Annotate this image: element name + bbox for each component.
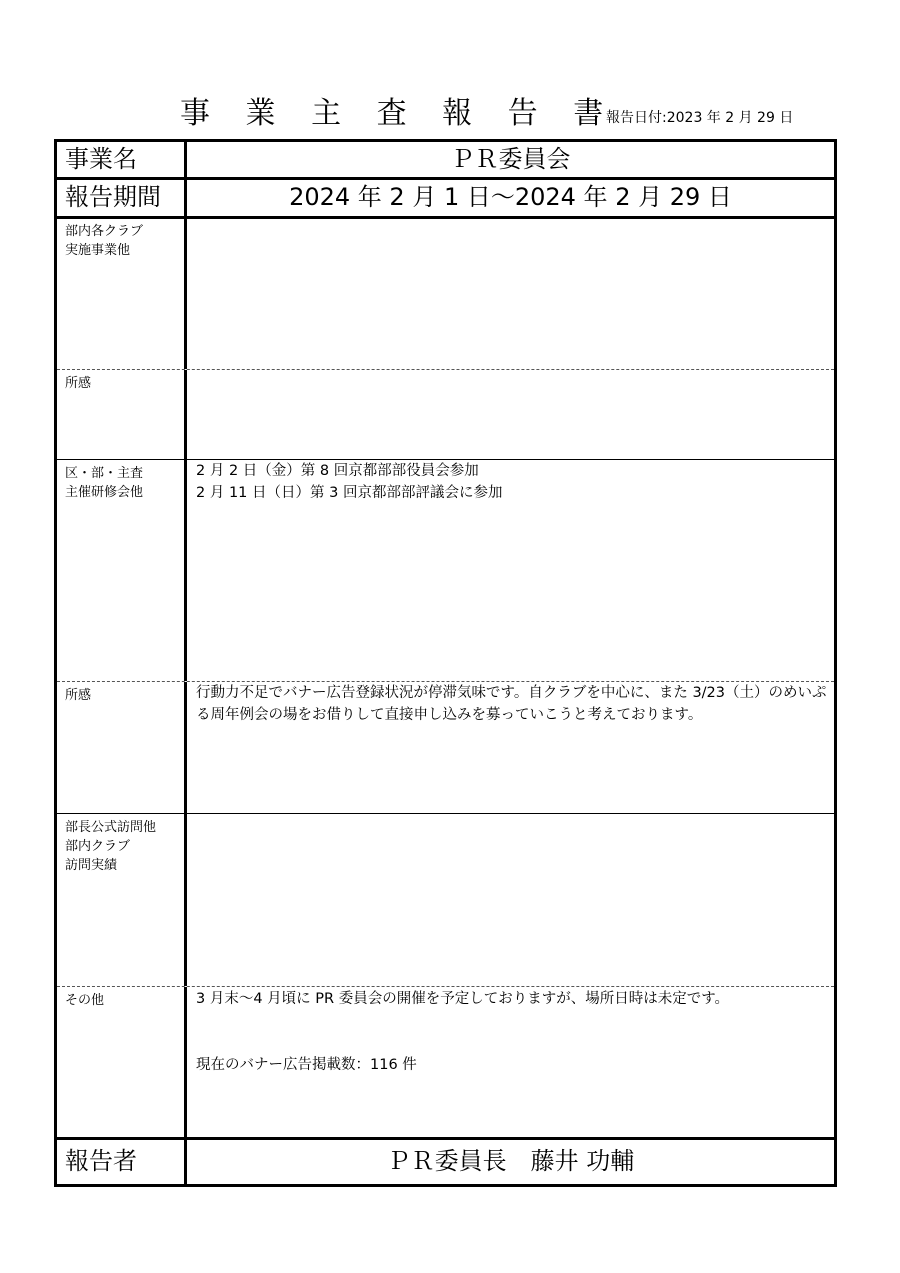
- reporter-row: [57, 1140, 834, 1184]
- other-content-cell: [187, 987, 834, 1137]
- other-row: [57, 987, 834, 1140]
- report-period-label-cell: [57, 180, 187, 216]
- district-impressions-label-cell: [57, 682, 187, 813]
- official-visits-label: 部長公式訪問他 部内クラブ 訪問実績: [65, 820, 157, 873]
- reporter-label-cell: [57, 1140, 187, 1184]
- club-impressions-content-cell: [187, 370, 834, 459]
- district-impressions-content-cell: [187, 682, 834, 813]
- club-activities-label: 部内各クラブ 実施事業他: [65, 224, 144, 258]
- district-impressions-content: 行動力不足でバナー広告登録状況が停滞気味です。自クラブを中心に、また 3/23（土）のめいぷる周年例会の場をお借りして直接申し込みを募っていこうと考えております。: [196, 685, 827, 723]
- official-visits-row: [57, 814, 834, 987]
- reporter-value-cell: [187, 1140, 834, 1184]
- club-impressions-row: [57, 370, 834, 460]
- club-impressions-label: 所感: [65, 376, 92, 391]
- club-activities-content-cell: [187, 219, 834, 369]
- project-name-value-cell: [187, 142, 834, 177]
- project-name-value: ＰＲ委員会: [450, 145, 571, 173]
- project-name-label: 事業名: [65, 145, 137, 173]
- project-name-row: [57, 142, 834, 180]
- district-impressions-label: 所感: [65, 688, 92, 703]
- report-date: 報告日付:2023 年 2 月 29 日: [606, 110, 794, 126]
- other-label: その他: [65, 993, 105, 1008]
- report-period-row: [57, 180, 834, 219]
- official-visits-content-cell: [187, 814, 834, 986]
- report-table: [54, 139, 837, 1187]
- district-impressions-row: [57, 682, 834, 814]
- district-events-label: 区・部・主査 主催研修会他: [65, 466, 144, 500]
- report-period-value-cell: [187, 180, 834, 216]
- district-events-row: [57, 460, 834, 682]
- district-events-content-cell: [187, 460, 834, 681]
- district-events-label-cell: [57, 460, 187, 681]
- district-events-content: 2 月 2 日（金）第 8 回京都部部役員会参加 2 月 11 日（日）第 3 回京都部部評議会に参加: [196, 463, 503, 501]
- club-activities-label-cell: [57, 219, 187, 369]
- document-title: 事 業 主 査 報 告 書: [180, 96, 617, 131]
- report-period-label: 報告期間: [65, 183, 161, 211]
- other-label-cell: [57, 987, 187, 1137]
- project-name-label-cell: [57, 142, 187, 177]
- reporter-value: ＰＲ委員長 藤井 功輔: [386, 1147, 635, 1175]
- report-period-value: 2024 年 2 月 1 日～2024 年 2 月 29 日: [289, 183, 732, 211]
- other-content: 3 月末～4 月頃に PR 委員会の開催を予定しておりますが、場所日時は未定です。 現在のバナー広告掲載数：116 件: [196, 991, 730, 1073]
- official-visits-label-cell: [57, 814, 187, 986]
- club-impressions-label-cell: [57, 370, 187, 459]
- club-activities-row: [57, 219, 834, 370]
- reporter-label: 報告者: [65, 1147, 137, 1175]
